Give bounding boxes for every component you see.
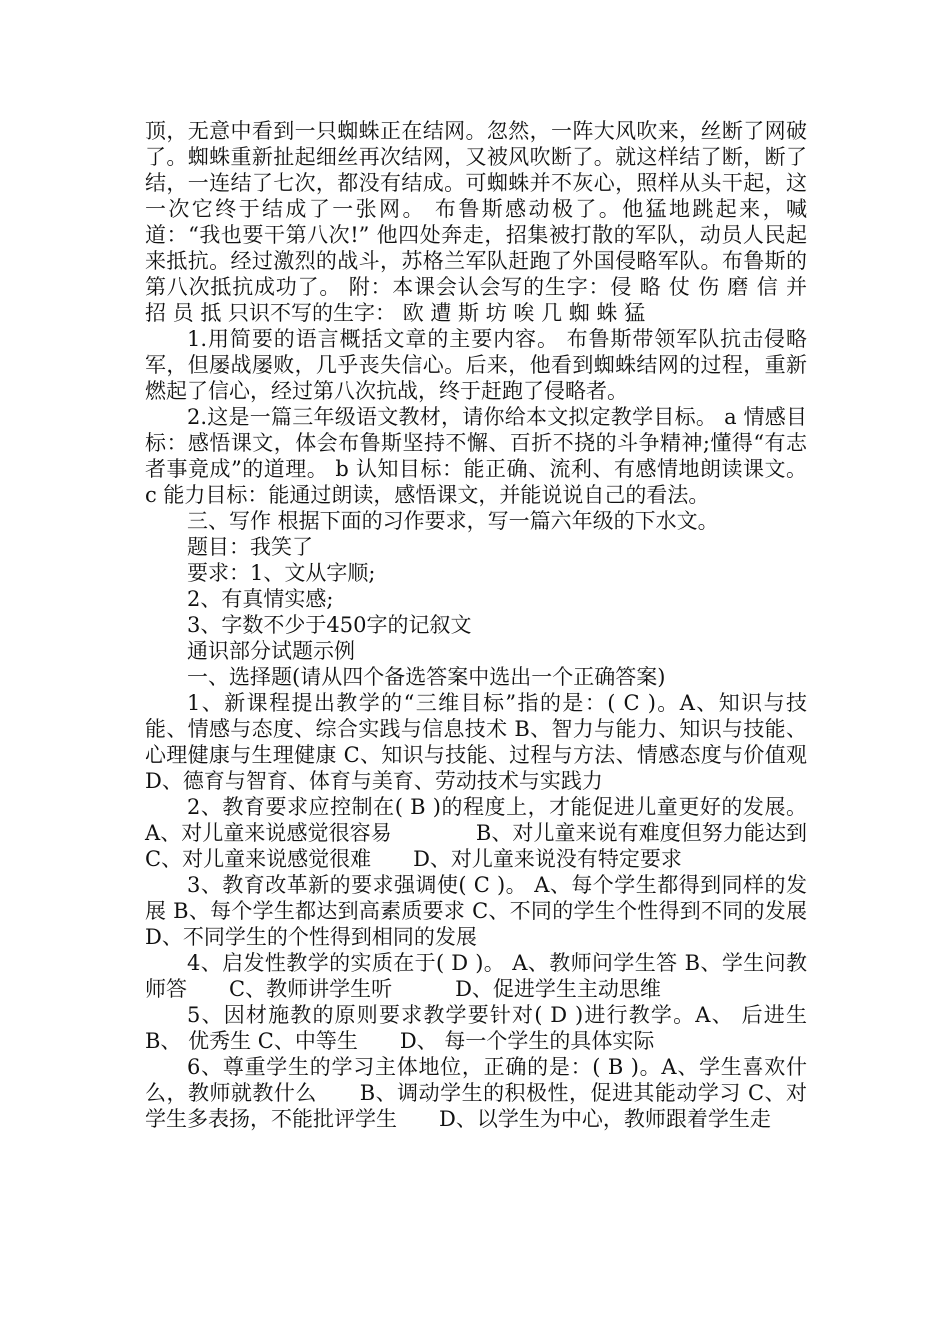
writing-requirement-3: 3、字数不少于450字的记叙文 [187,613,472,637]
writing-requirement-1: 要求：1、文从字顺; [187,561,376,585]
choice-question-3: 3、教育改革新的要求强调使( C )。 A、每个学生都得到同样的发展 B、每个学生都达到高素质要求 C、不同的学生个性得到不同的发展 D、不同学生的个性得到相同的发展 [145,873,807,949]
question-1-answer: 1.用简要的语言概括文章的主要内容。 布鲁斯带领军队抗击侵略军，但屡战屡败，几乎丧失信心。后来，他看到蜘蛛结网的过程，重新燃起了信心，经过第八次抗战，终于赶跑了侵略者。 [145,327,807,403]
general-knowledge-heading: 通识部分试题示例 [187,639,355,663]
question-2-answer: 2.这是一篇三年级语文教材，请你给本文拟定教学目标。 a 情感目标：感悟课文，体会布鲁斯坚持不懈、百折不挠的斗争精神;懂得“有志者事竟成”的道理。 b 认知目标：能正确、流利、有感情地朗读课文。 c 能力目标：能通过朗读，感悟课文，并能说说自己的看法。 [145,405,807,507]
choice-question-1: 1、新课程提出教学的“三维目标”指的是：( C )。A、知识与技能、情感与态度、综合实践与信息技术 B、智力与能力、知识与技能、心理健康与生理健康 C、知识与技能、过程与方法、情感态度与价值观 D、德育与智育、体育与美育、劳动技术与实践力 [145,691,807,793]
choice-question-6: 6、尊重学生的学习主体地位，正确的是：( B )。A、学生喜欢什么，教师就教什么 B、调动学生的积极性，促进其能动学习 C、对学生多表扬，不能批评学生 D、以学生为中心，教师跟着学生走 [145,1055,807,1131]
document-body [145,118,807,1132]
writing-title: 题目：我笑了 [187,535,313,559]
story-paragraph: 顶，无意中看到一只蜘蛛正在结网。忽然，一阵大风吹来，丝断了网破了。蜘蛛重新扯起细丝再次结网，又被风吹断了。就这样结了断，断了结，一连结了七次，都没有结成。可蜘蛛并不灰心，照样从头干起，这一次它终于结成了一张网。 布鲁斯感动极了。他猛地跳起来，喊道：“我也要干第八次!” 他四处奔走，招集被打散的军队，动员人民起来抵抗。经过激烈的战斗，苏格兰军队赶跑了外国侵略军队。布鲁斯的第八次抵抗成功了。 附：本课会认会写的生字：侵 略 仗 伤 磨 信 并 招 员 抵 只识不写的生字： 欧 遭 斯 坊 唉 几 蜘 蛛 猛 [145,119,807,325]
choice-question-2: 2、教育要求应控制在( B )的程度上，才能促进儿童更好的发展。 A、对儿童来说感觉很容易 B、对儿童来说有难度但努力能达到 C、对儿童来说感觉很难 D、对儿童来说没有特定要求 [145,795,807,871]
choice-question-4: 4、启发性教学的实质在于( D )。 A、教师问学生答 B、学生问教师答 C、教师讲学生听 D、促进学生主动思维 [145,951,807,1001]
choice-question-5: 5、因材施教的原则要求教学要针对( D )进行教学。A、 后进生 B、 优秀生 C、中等生 D、 每一个学生的具体实际 [145,1003,807,1053]
writing-section-heading: 三、写作 根据下面的习作要求，写一篇六年级的下水文。 [187,509,719,533]
multiple-choice-heading: 一、选择题(请从四个备选答案中选出一个正确答案) [187,665,666,689]
writing-requirement-2: 2、有真情实感; [187,587,334,611]
